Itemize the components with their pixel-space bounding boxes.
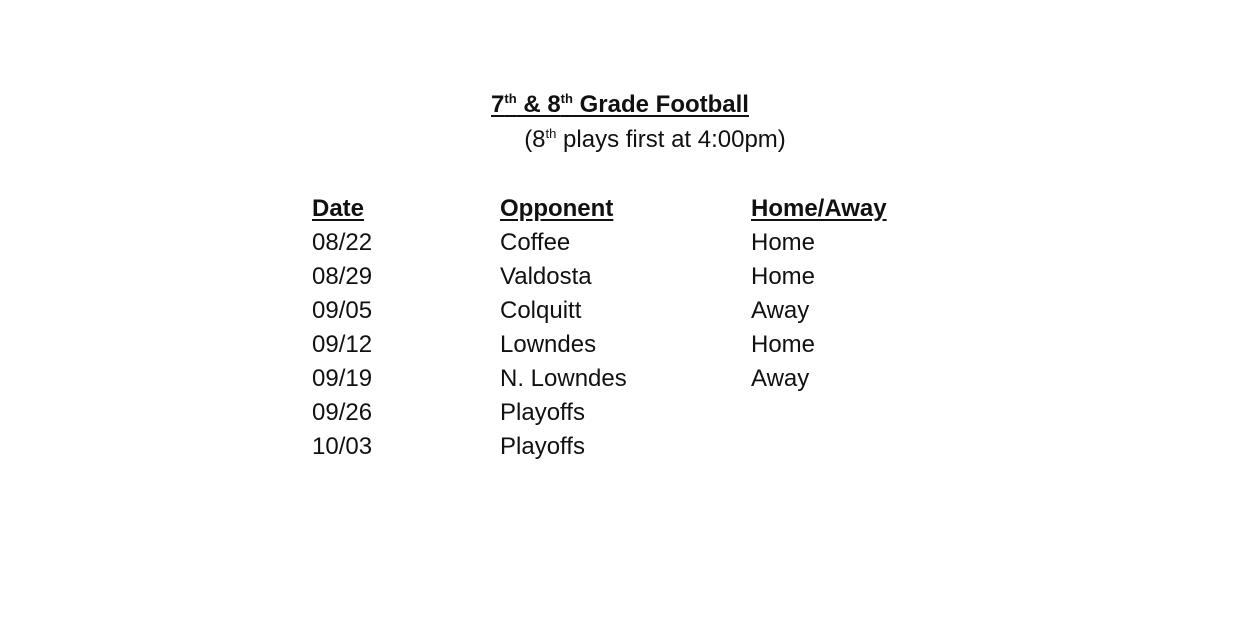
cell-home-away: Home (751, 331, 816, 358)
cell-date: 08/29 (312, 263, 373, 290)
table-row (312, 226, 952, 260)
page-title (0, 88, 1240, 122)
cell-date: 09/05 (312, 297, 373, 324)
table-row (312, 430, 952, 464)
cell-opponent: Playoffs (500, 399, 585, 426)
cell-opponent: Colquitt (500, 297, 582, 324)
cell-opponent: N. Lowndes (500, 365, 627, 392)
header-home-away: Home/Away (751, 195, 887, 222)
cell-date: 10/03 (312, 433, 373, 460)
schedule-table (312, 192, 952, 464)
subtitle-start: (8 (524, 126, 546, 153)
title-sup-1: th (504, 91, 517, 106)
table-row (312, 294, 952, 328)
cell-home-away: Home (751, 229, 816, 256)
cell-opponent: Playoffs (500, 433, 585, 460)
title-grade-8: & 8 (516, 91, 561, 118)
cell-date: 08/22 (312, 229, 373, 256)
cell-home-away: Away (751, 297, 810, 324)
table-row (312, 362, 952, 396)
title-sup-2: th (560, 91, 573, 106)
table-header-row (312, 192, 952, 226)
cell-opponent: Coffee (500, 229, 571, 256)
title-sport: Grade Football (572, 91, 749, 118)
header-opponent: Opponent (500, 195, 614, 222)
title-grade-7: 7 (491, 91, 505, 118)
header-date: Date (312, 195, 365, 222)
page-subtitle (0, 123, 1240, 157)
subtitle-rest: plays first at 4:00pm) (556, 126, 786, 153)
table-row (312, 328, 952, 362)
table-row (312, 260, 952, 294)
cell-home-away: Away (751, 365, 810, 392)
table-row (312, 396, 952, 430)
cell-opponent: Lowndes (500, 331, 597, 358)
cell-date: 09/19 (312, 365, 373, 392)
cell-date: 09/26 (312, 399, 373, 426)
cell-opponent: Valdosta (500, 263, 592, 290)
cell-date: 09/12 (312, 331, 373, 358)
subtitle-sup: th (545, 126, 557, 141)
cell-home-away: Home (751, 263, 816, 290)
